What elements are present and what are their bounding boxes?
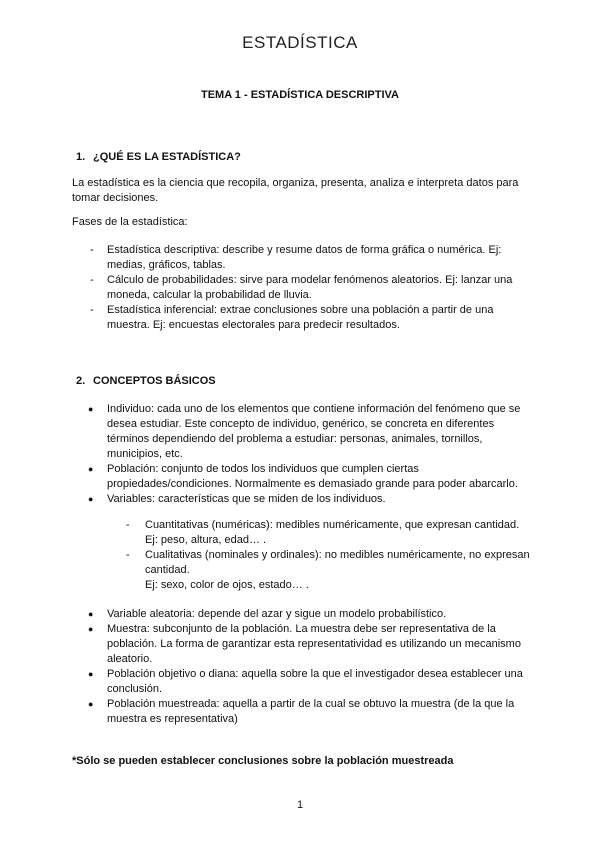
bullet-icon: ● xyxy=(88,669,94,679)
list-item-text: Estadística inferencial: extrae conclusiones sobre una población a partir de una muestra. Ej: encuestas electorales para predecir resultados. xyxy=(107,304,494,331)
list-marker: - xyxy=(126,549,130,561)
list-item-text: Cuantitativas (numéricas): medibles numéricamente, que expresan cantidad. xyxy=(145,519,520,531)
section-2-heading xyxy=(76,374,216,389)
list-item xyxy=(72,607,532,622)
concepts-list-a xyxy=(72,402,532,507)
list-item-text: Estadística descriptiva: describe y resume datos de forma gráfica o numérica. Ej: medias, gráficos, tablas. xyxy=(107,244,502,271)
list-item-text: Variables: características que se miden de los individuos. xyxy=(107,493,386,505)
list-item-text: Población: conjunto de todos los individuos que cumplen ciertas propiedades/condiciones. Normalmente es demasiado grande para poder abarcarlo. xyxy=(107,463,518,490)
bullet-icon: ● xyxy=(88,464,94,474)
list-item xyxy=(106,548,538,593)
phases-list xyxy=(72,243,532,333)
list-item-text: Población objetivo o diana: aquella sobre la que el investigador desea establecer una conclusión. xyxy=(107,668,523,695)
section-2-title: CONCEPTOS BÁSICOS xyxy=(93,375,216,387)
section-1-title: ¿QUÉ ES LA ESTADÍSTICA? xyxy=(93,151,241,163)
definition-paragraph: La estadística es la ciencia que recopila, organiza, presenta, analiza e interpreta datos para tomar decisiones. xyxy=(72,177,519,204)
list-item xyxy=(72,462,532,492)
document-title: ESTADÍSTICA xyxy=(242,33,358,52)
list-item xyxy=(72,667,532,697)
list-item xyxy=(72,402,532,462)
list-item-text: Individuo: cada uno de los elementos que contiene información del fenómeno que se desea estudiar. Este concepto de individuo, genérico, se concreta en diferentes términos dependiendo del problema a estudiar: personas, animales, tornillos, municipios, etc. xyxy=(107,403,521,460)
list-item xyxy=(72,243,532,273)
section-1-heading xyxy=(76,150,241,165)
list-item xyxy=(72,303,532,333)
phases-intro: Fases de la estadística: xyxy=(72,216,188,228)
list-item-example: Ej: peso, altura, edad… . xyxy=(145,534,267,546)
list-item-text: Muestra: subconjunto de la población. La muestra debe ser representativa de la población. La forma de garantizar esta representatividad es utilizando un mecanismo aleatorio. xyxy=(107,623,521,665)
list-item-text: Cálculo de probabilidades: sirve para modelar fenómenos aleatorios. Ej: lanzar una moneda, calcular la probabilidad de lluvia. xyxy=(107,274,513,301)
list-item xyxy=(72,622,532,667)
page-number: 1 xyxy=(296,799,304,811)
section-2-number: 2. xyxy=(76,375,86,387)
topic-title: TEMA 1 - ESTADÍSTICA DESCRIPTIVA xyxy=(200,89,399,101)
bullet-icon: ● xyxy=(88,699,94,709)
list-item xyxy=(72,273,532,303)
list-marker: - xyxy=(90,274,94,286)
bullet-icon: ● xyxy=(88,404,94,414)
list-item xyxy=(72,492,532,507)
list-marker: - xyxy=(90,244,94,256)
section-1-number: 1. xyxy=(76,151,86,163)
bullet-icon: ● xyxy=(88,494,94,504)
list-item-text: Cualitativas (nominales y ordinales): no medibles numéricamente, no expresan cantidad. xyxy=(145,549,530,576)
footnote: *Sólo se pueden establecer conclusiones sobre la población muestreada xyxy=(72,755,454,767)
list-item-text: Variable aleatoria: depende del azar y sigue un modelo probabilístico. xyxy=(107,608,447,620)
list-item xyxy=(72,697,532,727)
list-item xyxy=(106,518,538,548)
bullet-icon: ● xyxy=(88,609,94,619)
variable-types-list xyxy=(106,518,538,593)
list-marker: - xyxy=(90,304,94,316)
list-marker: - xyxy=(126,519,130,531)
list-item-text: Población muestreada: aquella a partir de la cual se obtuvo la muestra (de la que la muestra es representativa) xyxy=(107,698,515,725)
bullet-icon: ● xyxy=(88,624,94,634)
list-item-example: Ej: sexo, color de ojos, estado… . xyxy=(145,579,309,591)
concepts-list-b xyxy=(72,607,532,727)
